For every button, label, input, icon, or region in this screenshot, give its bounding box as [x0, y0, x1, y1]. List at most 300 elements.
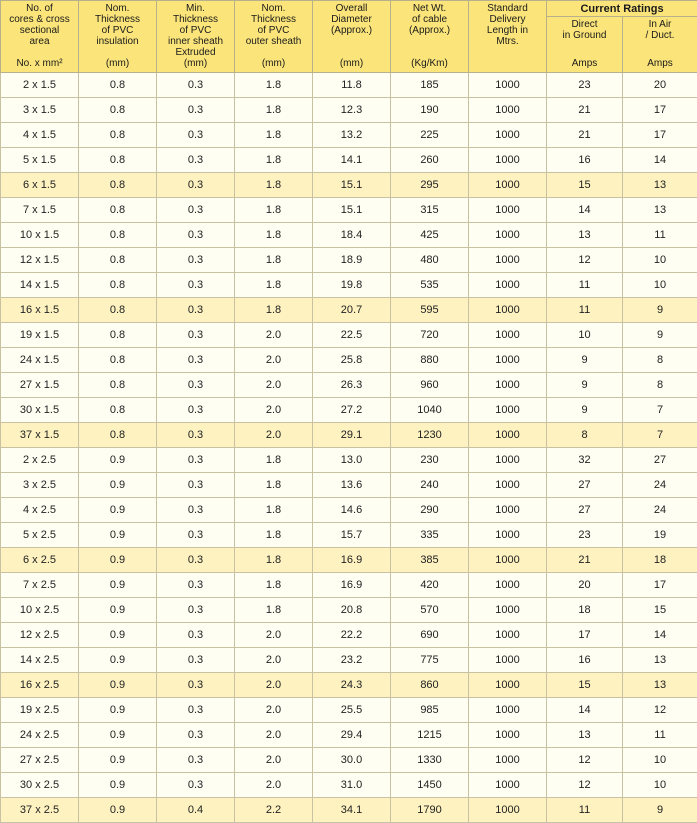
cell-size: 3 x 2.5 [1, 473, 79, 498]
cell-weight: 535 [391, 273, 469, 298]
table-row [1, 123, 697, 148]
cell-current-air: 18 [623, 548, 697, 573]
cell-outer-sheath: 2.0 [235, 698, 313, 723]
cell-outer-sheath: 1.8 [235, 298, 313, 323]
table-row [1, 698, 697, 723]
cell-weight: 260 [391, 148, 469, 173]
cell-insulation: 0.9 [79, 773, 157, 798]
header-cores-area: No. of cores & cross sectional area No. x mm² [1, 1, 79, 73]
cell-current-ground: 9 [547, 398, 623, 423]
cell-insulation: 0.8 [79, 98, 157, 123]
cell-current-air: 7 [623, 398, 697, 423]
cell-outer-sheath: 2.0 [235, 748, 313, 773]
table-row [1, 323, 697, 348]
cell-current-air: 10 [623, 273, 697, 298]
table-row [1, 748, 697, 773]
cell-diameter: 15.1 [313, 198, 391, 223]
cell-outer-sheath: 1.8 [235, 498, 313, 523]
cell-current-ground: 21 [547, 98, 623, 123]
cell-size: 12 x 2.5 [1, 623, 79, 648]
cell-delivery-length: 1000 [469, 123, 547, 148]
cell-diameter: 12.3 [313, 98, 391, 123]
cell-weight: 240 [391, 473, 469, 498]
cell-current-air: 17 [623, 98, 697, 123]
cell-current-air: 11 [623, 723, 697, 748]
table-row [1, 623, 697, 648]
cell-insulation: 0.8 [79, 273, 157, 298]
table-row [1, 723, 697, 748]
cell-insulation: 0.8 [79, 323, 157, 348]
cell-diameter: 31.0 [313, 773, 391, 798]
cell-current-ground: 21 [547, 123, 623, 148]
cell-current-air: 14 [623, 623, 697, 648]
cell-current-air: 15 [623, 598, 697, 623]
table-row [1, 223, 697, 248]
cell-diameter: 29.4 [313, 723, 391, 748]
cell-inner-sheath: 0.3 [157, 473, 235, 498]
cell-insulation: 0.8 [79, 423, 157, 448]
cell-weight: 315 [391, 198, 469, 223]
cell-inner-sheath: 0.3 [157, 748, 235, 773]
cell-outer-sheath: 1.8 [235, 548, 313, 573]
table-row [1, 248, 697, 273]
header-current-ratings: Current Ratings [547, 1, 697, 17]
cell-delivery-length: 1000 [469, 473, 547, 498]
table-row [1, 348, 697, 373]
cell-delivery-length: 1000 [469, 623, 547, 648]
cell-current-ground: 9 [547, 373, 623, 398]
cell-diameter: 25.5 [313, 698, 391, 723]
cell-current-air: 17 [623, 123, 697, 148]
cell-diameter: 24.3 [313, 673, 391, 698]
cell-outer-sheath: 2.0 [235, 648, 313, 673]
cell-size: 19 x 1.5 [1, 323, 79, 348]
cell-weight: 425 [391, 223, 469, 248]
cell-inner-sheath: 0.3 [157, 98, 235, 123]
cell-delivery-length: 1000 [469, 598, 547, 623]
cell-weight: 1215 [391, 723, 469, 748]
cell-inner-sheath: 0.3 [157, 373, 235, 398]
cell-weight: 775 [391, 648, 469, 673]
cell-diameter: 18.9 [313, 248, 391, 273]
cell-insulation: 0.8 [79, 373, 157, 398]
cell-inner-sheath: 0.4 [157, 798, 235, 823]
cell-delivery-length: 1000 [469, 648, 547, 673]
cell-diameter: 15.1 [313, 173, 391, 198]
cell-size: 27 x 1.5 [1, 373, 79, 398]
cell-size: 37 x 2.5 [1, 798, 79, 823]
cell-insulation: 0.9 [79, 798, 157, 823]
cell-size: 30 x 2.5 [1, 773, 79, 798]
cell-current-air: 14 [623, 148, 697, 173]
cell-size: 10 x 1.5 [1, 223, 79, 248]
cell-delivery-length: 1000 [469, 73, 547, 98]
table-row [1, 548, 697, 573]
cell-current-ground: 11 [547, 273, 623, 298]
table-row [1, 648, 697, 673]
cell-outer-sheath: 1.8 [235, 223, 313, 248]
table-row [1, 498, 697, 523]
cell-insulation: 0.8 [79, 223, 157, 248]
cell-diameter: 19.8 [313, 273, 391, 298]
cell-current-ground: 20 [547, 573, 623, 598]
cell-weight: 720 [391, 323, 469, 348]
cell-inner-sheath: 0.3 [157, 573, 235, 598]
cell-diameter: 26.3 [313, 373, 391, 398]
cell-outer-sheath: 2.0 [235, 323, 313, 348]
cell-outer-sheath: 1.8 [235, 148, 313, 173]
cell-current-air: 7 [623, 423, 697, 448]
cell-inner-sheath: 0.3 [157, 673, 235, 698]
cell-current-ground: 15 [547, 673, 623, 698]
cell-weight: 1230 [391, 423, 469, 448]
cell-size: 37 x 1.5 [1, 423, 79, 448]
cell-outer-sheath: 1.8 [235, 473, 313, 498]
cell-outer-sheath: 1.8 [235, 523, 313, 548]
cell-inner-sheath: 0.3 [157, 448, 235, 473]
cell-size: 3 x 1.5 [1, 98, 79, 123]
cell-current-ground: 12 [547, 773, 623, 798]
cell-inner-sheath: 0.3 [157, 348, 235, 373]
cell-current-air: 17 [623, 573, 697, 598]
cell-delivery-length: 1000 [469, 723, 547, 748]
cell-current-ground: 12 [547, 248, 623, 273]
cell-current-ground: 23 [547, 73, 623, 98]
cell-weight: 880 [391, 348, 469, 373]
header-insulation-thickness: Nom. Thickness of PVC insulation (mm) [79, 1, 157, 73]
cell-size: 7 x 2.5 [1, 573, 79, 598]
cell-delivery-length: 1000 [469, 573, 547, 598]
cell-outer-sheath: 2.2 [235, 798, 313, 823]
cell-current-ground: 15 [547, 173, 623, 198]
cell-weight: 225 [391, 123, 469, 148]
cell-inner-sheath: 0.3 [157, 623, 235, 648]
cell-delivery-length: 1000 [469, 348, 547, 373]
cell-current-ground: 27 [547, 473, 623, 498]
cell-diameter: 13.2 [313, 123, 391, 148]
cell-insulation: 0.9 [79, 673, 157, 698]
cell-weight: 335 [391, 523, 469, 548]
cell-weight: 295 [391, 173, 469, 198]
cell-outer-sheath: 2.0 [235, 348, 313, 373]
cell-inner-sheath: 0.3 [157, 723, 235, 748]
cell-diameter: 13.0 [313, 448, 391, 473]
cell-weight: 290 [391, 498, 469, 523]
cell-inner-sheath: 0.3 [157, 523, 235, 548]
cell-diameter: 13.6 [313, 473, 391, 498]
cell-current-ground: 27 [547, 498, 623, 523]
cell-weight: 570 [391, 598, 469, 623]
cell-inner-sheath: 0.3 [157, 548, 235, 573]
table-row [1, 523, 697, 548]
table-row [1, 173, 697, 198]
table-row [1, 398, 697, 423]
cell-current-ground: 9 [547, 348, 623, 373]
cell-insulation: 0.8 [79, 73, 157, 98]
cell-current-air: 9 [623, 298, 697, 323]
cell-current-ground: 16 [547, 648, 623, 673]
cell-size: 4 x 2.5 [1, 498, 79, 523]
cell-diameter: 22.5 [313, 323, 391, 348]
cell-insulation: 0.9 [79, 623, 157, 648]
cell-insulation: 0.8 [79, 198, 157, 223]
cell-current-air: 10 [623, 748, 697, 773]
header-inner-sheath-thickness: Min. Thickness of PVC inner sheath Extruded (mm) [157, 1, 235, 73]
cell-outer-sheath: 2.0 [235, 423, 313, 448]
cell-weight: 1450 [391, 773, 469, 798]
cell-current-air: 27 [623, 448, 697, 473]
cell-outer-sheath: 1.8 [235, 573, 313, 598]
cell-size: 5 x 2.5 [1, 523, 79, 548]
cell-current-ground: 13 [547, 723, 623, 748]
cell-insulation: 0.9 [79, 523, 157, 548]
cell-weight: 860 [391, 673, 469, 698]
header-direct-in-ground: Direct in Ground Amps [547, 17, 623, 73]
cell-inner-sheath: 0.3 [157, 248, 235, 273]
cell-diameter: 29.1 [313, 423, 391, 448]
cell-weight: 230 [391, 448, 469, 473]
table-row [1, 273, 697, 298]
table-row [1, 423, 697, 448]
cell-outer-sheath: 1.8 [235, 173, 313, 198]
cell-insulation: 0.9 [79, 573, 157, 598]
cell-delivery-length: 1000 [469, 223, 547, 248]
cell-outer-sheath: 1.8 [235, 273, 313, 298]
cell-inner-sheath: 0.3 [157, 648, 235, 673]
cell-diameter: 16.9 [313, 548, 391, 573]
cell-current-air: 10 [623, 773, 697, 798]
cell-outer-sheath: 1.8 [235, 248, 313, 273]
header-in-air-duct: In Air / Duct. Amps [623, 17, 697, 73]
cell-inner-sheath: 0.3 [157, 498, 235, 523]
cell-size: 2 x 2.5 [1, 448, 79, 473]
cell-weight: 595 [391, 298, 469, 323]
cell-inner-sheath: 0.3 [157, 598, 235, 623]
cell-weight: 420 [391, 573, 469, 598]
cell-insulation: 0.9 [79, 498, 157, 523]
table-row [1, 673, 697, 698]
cell-outer-sheath: 2.0 [235, 673, 313, 698]
cell-outer-sheath: 2.0 [235, 623, 313, 648]
cell-diameter: 14.1 [313, 148, 391, 173]
cell-diameter: 14.6 [313, 498, 391, 523]
cell-delivery-length: 1000 [469, 298, 547, 323]
cell-diameter: 22.2 [313, 623, 391, 648]
cell-delivery-length: 1000 [469, 773, 547, 798]
cell-diameter: 27.2 [313, 398, 391, 423]
cell-delivery-length: 1000 [469, 248, 547, 273]
table-row [1, 448, 697, 473]
cell-inner-sheath: 0.3 [157, 148, 235, 173]
cell-delivery-length: 1000 [469, 523, 547, 548]
cell-inner-sheath: 0.3 [157, 198, 235, 223]
cell-weight: 385 [391, 548, 469, 573]
cell-size: 10 x 2.5 [1, 598, 79, 623]
cell-diameter: 25.8 [313, 348, 391, 373]
table-header [1, 1, 697, 73]
cell-size: 19 x 2.5 [1, 698, 79, 723]
cell-current-ground: 10 [547, 323, 623, 348]
cell-delivery-length: 1000 [469, 148, 547, 173]
cell-current-ground: 14 [547, 198, 623, 223]
cell-diameter: 15.7 [313, 523, 391, 548]
cell-current-air: 13 [623, 673, 697, 698]
cell-delivery-length: 1000 [469, 273, 547, 298]
cell-weight: 985 [391, 698, 469, 723]
cell-weight: 960 [391, 373, 469, 398]
cell-current-ground: 21 [547, 548, 623, 573]
cell-insulation: 0.8 [79, 248, 157, 273]
cell-current-air: 24 [623, 473, 697, 498]
table-row [1, 773, 697, 798]
cell-current-ground: 17 [547, 623, 623, 648]
cell-current-air: 10 [623, 248, 697, 273]
cell-delivery-length: 1000 [469, 498, 547, 523]
cell-diameter: 16.9 [313, 573, 391, 598]
cell-size: 7 x 1.5 [1, 198, 79, 223]
cell-insulation: 0.8 [79, 173, 157, 198]
cell-delivery-length: 1000 [469, 698, 547, 723]
cell-outer-sheath: 1.8 [235, 98, 313, 123]
cell-current-air: 9 [623, 798, 697, 823]
table-row [1, 473, 697, 498]
cell-outer-sheath: 1.8 [235, 598, 313, 623]
table-row [1, 198, 697, 223]
cell-outer-sheath: 1.8 [235, 73, 313, 98]
cell-size: 24 x 1.5 [1, 348, 79, 373]
cell-inner-sheath: 0.3 [157, 398, 235, 423]
cell-current-ground: 14 [547, 698, 623, 723]
cell-delivery-length: 1000 [469, 448, 547, 473]
table-row [1, 148, 697, 173]
cell-current-ground: 12 [547, 748, 623, 773]
cell-current-ground: 16 [547, 148, 623, 173]
cell-diameter: 11.8 [313, 73, 391, 98]
cell-size: 16 x 2.5 [1, 673, 79, 698]
table-row [1, 98, 697, 123]
cell-current-air: 9 [623, 323, 697, 348]
cell-current-ground: 13 [547, 223, 623, 248]
cell-weight: 190 [391, 98, 469, 123]
cell-size: 12 x 1.5 [1, 248, 79, 273]
cell-inner-sheath: 0.3 [157, 123, 235, 148]
cell-delivery-length: 1000 [469, 748, 547, 773]
cell-size: 2 x 1.5 [1, 73, 79, 98]
cell-insulation: 0.9 [79, 723, 157, 748]
cell-delivery-length: 1000 [469, 798, 547, 823]
cell-insulation: 0.8 [79, 398, 157, 423]
cell-current-air: 11 [623, 223, 697, 248]
cell-insulation: 0.9 [79, 548, 157, 573]
cell-inner-sheath: 0.3 [157, 173, 235, 198]
cell-delivery-length: 1000 [469, 398, 547, 423]
cell-current-ground: 8 [547, 423, 623, 448]
cell-outer-sheath: 2.0 [235, 373, 313, 398]
cell-outer-sheath: 2.0 [235, 773, 313, 798]
header-delivery-length: Standard Delivery Length in Mtrs. [469, 1, 547, 73]
cell-size: 6 x 1.5 [1, 173, 79, 198]
table-row [1, 798, 697, 823]
cell-inner-sheath: 0.3 [157, 73, 235, 98]
cell-size: 30 x 1.5 [1, 398, 79, 423]
cell-diameter: 20.7 [313, 298, 391, 323]
cell-insulation: 0.9 [79, 748, 157, 773]
cell-outer-sheath: 2.0 [235, 723, 313, 748]
table-row [1, 598, 697, 623]
cell-size: 27 x 2.5 [1, 748, 79, 773]
cell-current-ground: 32 [547, 448, 623, 473]
cell-outer-sheath: 1.8 [235, 448, 313, 473]
cell-current-ground: 11 [547, 798, 623, 823]
cell-weight: 1330 [391, 748, 469, 773]
cell-size: 4 x 1.5 [1, 123, 79, 148]
cell-outer-sheath: 1.8 [235, 198, 313, 223]
cell-weight: 1040 [391, 398, 469, 423]
cell-current-air: 20 [623, 73, 697, 98]
cell-size: 6 x 2.5 [1, 548, 79, 573]
cell-weight: 690 [391, 623, 469, 648]
cell-insulation: 0.9 [79, 598, 157, 623]
cell-delivery-length: 1000 [469, 548, 547, 573]
cell-insulation: 0.9 [79, 448, 157, 473]
cell-delivery-length: 1000 [469, 98, 547, 123]
cell-current-air: 19 [623, 523, 697, 548]
cell-inner-sheath: 0.3 [157, 423, 235, 448]
table-body [1, 73, 697, 823]
cell-inner-sheath: 0.3 [157, 223, 235, 248]
cell-delivery-length: 1000 [469, 373, 547, 398]
cell-inner-sheath: 0.3 [157, 298, 235, 323]
cell-diameter: 18.4 [313, 223, 391, 248]
header-outer-sheath-thickness: Nom. Thickness of PVC outer sheath (mm) [235, 1, 313, 73]
cell-delivery-length: 1000 [469, 673, 547, 698]
cell-size: 5 x 1.5 [1, 148, 79, 173]
cell-current-air: 13 [623, 173, 697, 198]
cell-size: 14 x 1.5 [1, 273, 79, 298]
cell-delivery-length: 1000 [469, 323, 547, 348]
cell-current-ground: 18 [547, 598, 623, 623]
cell-weight: 1790 [391, 798, 469, 823]
cell-delivery-length: 1000 [469, 423, 547, 448]
table-row [1, 573, 697, 598]
cell-current-ground: 11 [547, 298, 623, 323]
cell-current-air: 13 [623, 648, 697, 673]
cell-insulation: 0.9 [79, 698, 157, 723]
cell-current-ground: 23 [547, 523, 623, 548]
cell-weight: 185 [391, 73, 469, 98]
cell-insulation: 0.9 [79, 473, 157, 498]
cell-diameter: 20.8 [313, 598, 391, 623]
cell-inner-sheath: 0.3 [157, 773, 235, 798]
cell-diameter: 30.0 [313, 748, 391, 773]
cell-insulation: 0.9 [79, 648, 157, 673]
cell-current-air: 8 [623, 348, 697, 373]
cell-insulation: 0.8 [79, 123, 157, 148]
cell-size: 14 x 2.5 [1, 648, 79, 673]
cell-outer-sheath: 1.8 [235, 123, 313, 148]
table-row [1, 298, 697, 323]
table-row [1, 73, 697, 98]
cell-inner-sheath: 0.3 [157, 698, 235, 723]
header-overall-diameter: Overall Diameter (Approx.) (mm) [313, 1, 391, 73]
cell-current-air: 12 [623, 698, 697, 723]
cell-insulation: 0.8 [79, 298, 157, 323]
cell-size: 16 x 1.5 [1, 298, 79, 323]
cell-inner-sheath: 0.3 [157, 323, 235, 348]
cell-current-air: 24 [623, 498, 697, 523]
cell-delivery-length: 1000 [469, 173, 547, 198]
cell-delivery-length: 1000 [469, 198, 547, 223]
